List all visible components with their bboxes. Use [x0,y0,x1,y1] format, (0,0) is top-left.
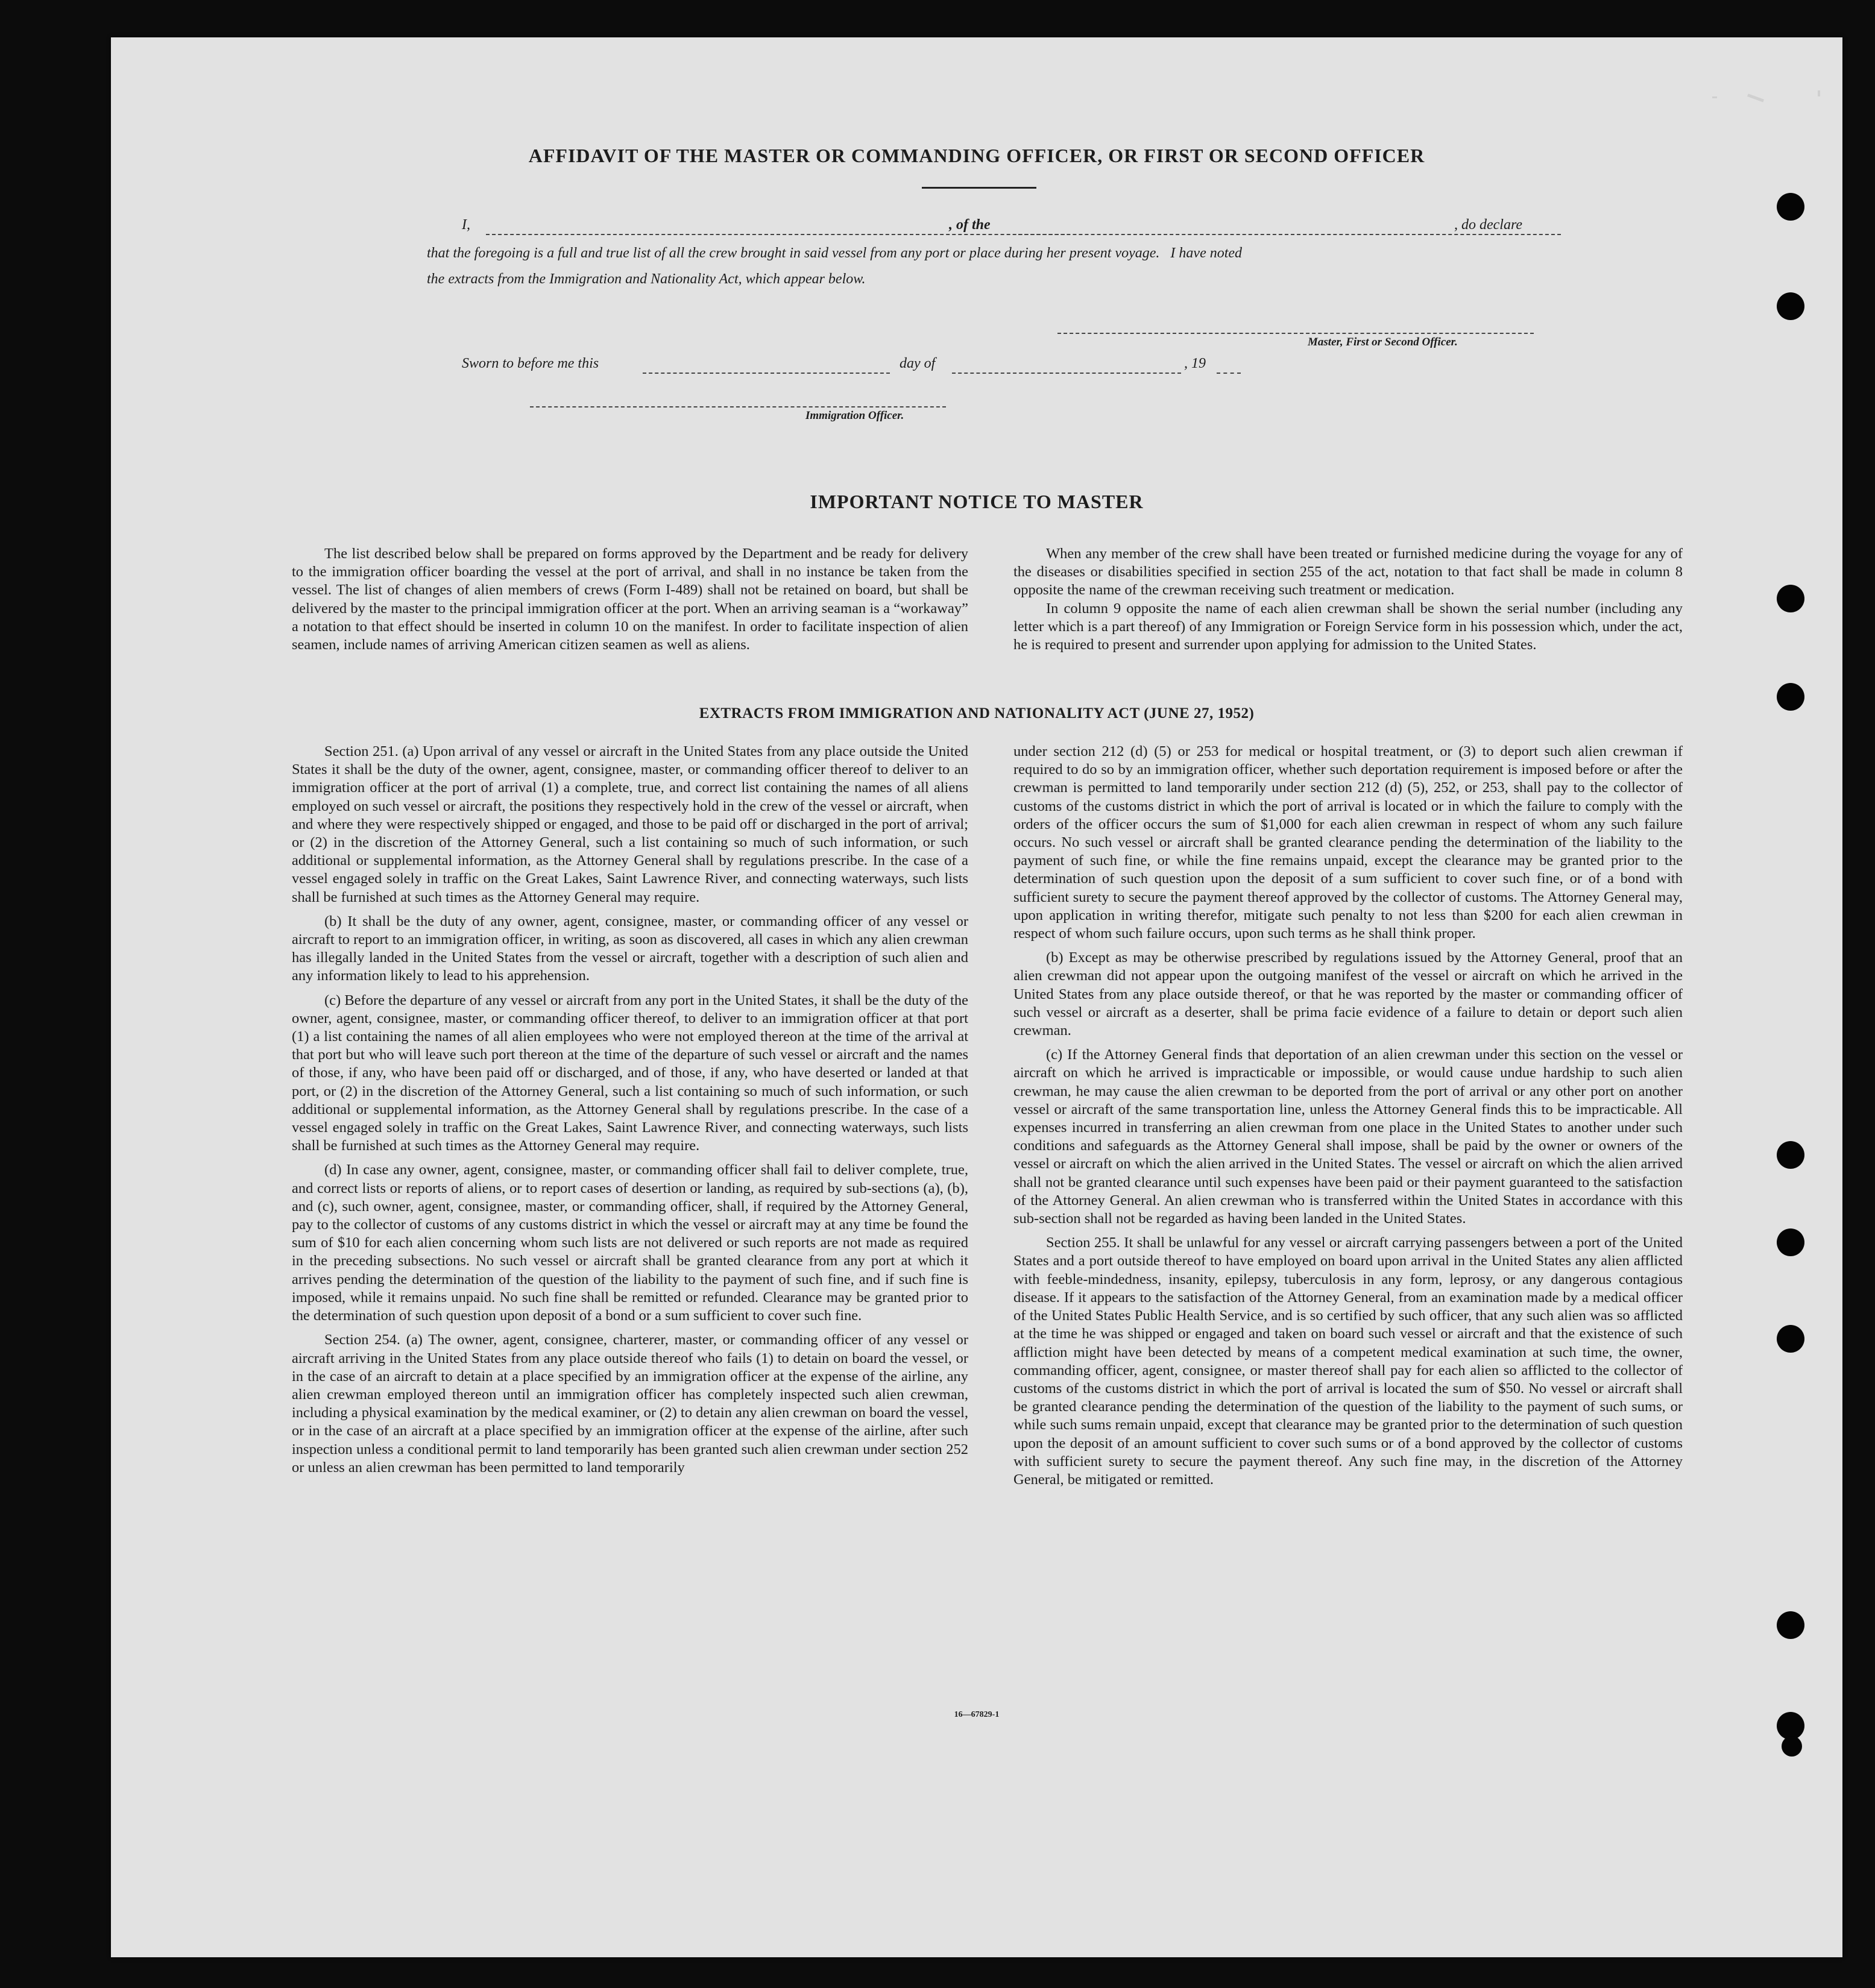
declaration-line-3: the extracts from the Immigration and Nationality Act, which appear below. [427,271,866,287]
vessel-label: , of the [949,217,991,233]
notice-left-paragraph: The list described below shall be prepared on forms approved by the Department and be ready for delivery to the immigration officer boarding the vessel at the port of arrival, and shall in no instance be taken from the vessel. The list of changes of alien members of crews (Form I-489) shall not be retained on board, but shall be delivered by the master to the principal immigration officer at the port. When an arriving seaman is a “workaway” a notation to that effect should be inserted in column 10 on the manifest. In order to facilitate inspection of alien seamen, include names of arriving American citizen seamen as well as aliens. [292,546,968,653]
extract-section-254-b: (b) Except as may be otherwise prescribed by regulations issued by the Attorney General, proof that an alien crewman did not appear upon the outgoing manifest of the vessel or aircraft on which he arrived in the United States from any place outside thereof, or that he was reported by the master or commanding officer of such vessel or aircraft as a deserter, shall be prima facie evidence of a failure to detain or deport such alien crewman. [1013,949,1683,1039]
document-page [111,37,1842,1957]
master-signature-caption: Master, First or Second Officer. [1308,336,1458,348]
extract-section-251-a: Section 251. (a) Upon arrival of any vessel or aircraft in the United States from any place outside the United States it shall be the duty of the owner, agent, consignee, master, or commanding officer thereof to deliver to an immigration officer at the port of arrival (1) a complete, true, and correct list containing the names of all aliens employed on such vessel or aircraft, the positions they respectively hold in the crew of the vessel or aircraft, when and where they were respectively shipped or engaged, and those to be paid off or discharged in the port of arrival; or (2) in the discretion of the Attorney General, such a list containing so much of such information, or such additional or supplemental information, as the Attorney General shall by regulations prescribe. In the case of a vessel engaged solely in traffic on the Great Lakes, Saint Lawrence River, and connecting waterways, such lists shall be furnished at such times as the Attorney General may require. [292,743,968,905]
extract-section-251-b: (b) It shall be the duty of any owner, agent, consignee, master, or commanding officer of any vessel or aircraft to report to an immigration officer, in writing, as soon as discovered, all cases in which any alien crewman has illegally landed in the United States from the vessel or aircraft, together with a description of such alien and any information likely to lead to his apprehension. [292,913,968,984]
binder-hole [1777,1325,1804,1353]
notice-left-column [292,545,968,660]
scan-speck [1712,96,1717,98]
extract-section-254-a-continued: under section 212 (d) (5) or 253 for medical or hospital treatment, or (3) to deport such alien crewman if required to do so by an immigration officer, whether such deportation requirement is imposed before or after the crewman is permitted to land temporarily under section 212 (d) (5), 252, or 253, shall pay to the collector of customs of the customs district in which the port of arrival is located or in which the failure to comply with the orders of the officer occurs the sum of $1,000 for each alien crewman in respect of whom any such failure occurs. No such vessel or aircraft shall be granted clearance pending the determination of the liability to the payment of such fine, or while the fine remains unpaid, except the clearance may be granted prior to the determination of such question upon the deposit of a sum sufficient to cover such fine, or of a bond with sufficient surety to secure the payment thereof approved by the collector of customs. The Attorney General may, upon application in writing therefor, mitigate such penalty to not less than $200 for each alien crewman in respect of whom such failure occurs, upon such terms as he shall think proper. [1013,743,1683,942]
extract-section-251-c: (c) Before the departure of any vessel or aircraft from any port in the United States, it shall be the duty of the owner, agent, consignee, master, or commanding officer thereof, to deliver to an immigration officer at that port (1) a list containing the names of all alien employees who were not employed thereon at the time of the arrival at that port but who will leave such port thereon at the time of the departure of such vessel or aircraft and the names of those, if any, who have been paid off or discharged, and of those, if any, who have deserted or landed at that port, or (2) in the discretion of the Attorney General, such a list containing so much of such information, or such additional or supplemental information, as the Attorney General shall by regulations prescribe. In the case of a vessel engaged solely in traffic on the Great Lakes, Saint Lawrence River, and connecting waterways, such lists shall be furnished at such times as the Attorney General may require. [292,992,968,1154]
title-rule [922,187,1036,189]
binder-hole [1777,1141,1804,1169]
extracts-right-column [1013,743,1683,1495]
scan-speck [1818,90,1820,96]
month-line [952,373,1181,374]
binder-hole [1777,193,1804,221]
sworn-label: Sworn to before me this [462,356,599,371]
year-label: , 19 [1184,356,1206,371]
day-of-label: day of [900,356,936,371]
extract-section-254-c: (c) If the Attorney General finds that deportation of an alien crewman under this section on the vessel or aircraft on which he arrived is impracticable or impossible, or would cause undue hardship to such alien crewman, he may cause the alien crewman to be deported from the port of arrival or any other port on another vessel or aircraft of the same transportation line, unless the Attorney General finds this to be impracticable. All expenses incurred in transferring an alien crewman from one place in the United States to another under such conditions and safeguards as the Attorney General shall impose, shall be paid by the owner or owners of the vessel or aircraft on which the alien arrived in the United States. The vessel or aircraft on which the alien arrived shall not be granted clearance until such expenses have been paid or their payment guaranteed to the satisfaction of the Attorney General. An alien crewman who is transferred within the United States in accordance with this sub-section shall not be regarded as having been landed in the United States. [1013,1046,1683,1227]
extract-section-254-a: Section 254. (a) The owner, agent, consignee, charterer, master, or commanding officer of any vessel or aircraft arriving in the United States from any place outside thereof who fails (1) to detain on board the vessel, or in the case of an aircraft to detain at a place specified by an immigration officer at the expense of the airline, any alien crewman employed thereon until an immigration officer has completely inspected such alien crewman, including a physical examination by the medical examiner, or (2) to detain any alien crewman on board the vessel, or in the case of an aircraft at a place specified by an immigration officer at the expense of the airline, after such inspection unless a conditional permit to land temporarily has been granted such alien crewman under section 252 or unless an alien crewman has been permitted to land temporarily [292,1332,968,1476]
extracts-heading: EXTRACTS FROM IMMIGRATION AND NATIONALITY ACT (JUNE 27, 1952) [699,705,1255,722]
declaration-line-2: that the foregoing is a full and true list of all the crew brought in said vessel from any port or place during her present voyage. I have noted [427,245,1243,261]
year-line [1217,373,1241,374]
notice-right-paragraph-2: In column 9 opposite the name of each alien crewman shall be shown the serial number (including any letter which is a part thereof) of any Immigration or Foreign Service form in his possession which, under the act, he is required to present and surrender upon applying for admission to the United States. [1013,600,1683,653]
officer-signature-caption: Immigration Officer. [805,409,904,422]
extract-section-251-d: (d) In case any owner, agent, consignee, master, or commanding officer shall fail to deliver complete, true, and correct lists or reports of aliens, or to report cases of desertion or landing, as required by sub-sections (a), (b), and (c), such owner, agent, consignee, master, or commanding officer, shall, if required by the Attorney General, pay to the collector of customs of any customs district in which the vessel or aircraft may at any time be found the sum of $10 for each alien concerning whom such lists are not delivered or such reports are not made as required in the preceding subsections. No such vessel or aircraft shall be granted clearance from any port at which it arrives pending the determination of the question of the liability to the payment of such fine, and if such fine is imposed, while it remains unpaid. No such fine shall be remitted or refunded. Clearance may be granted prior to the determination of such question upon deposit of a bond or a sum sufficient to cover such fine. [292,1162,968,1324]
officer-signature-line [530,406,946,407]
binder-hole [1777,1228,1804,1256]
vessel-name-line [1018,234,1561,235]
declarant-label: I, [462,217,470,233]
notice-heading: IMPORTANT NOTICE TO MASTER [810,491,1144,512]
sworn-date-line [643,373,890,374]
binder-hole [1782,1736,1802,1757]
binder-hole [1777,683,1804,711]
form-code: 16—67829-1 [954,1710,1000,1719]
declare-label: , do declare [1454,217,1523,233]
notice-right-column [1013,545,1683,660]
binder-hole [1777,292,1804,320]
affidavit-title: AFFIDAVIT OF THE MASTER OR COMMANDING OFFICER, OR FIRST OR SECOND OFFICER [528,145,1425,166]
extracts-left-column [292,743,968,1483]
notice-right-paragraph-1: When any member of the crew shall have been treated or furnished medicine during the voyage for any of the diseases or disabilities specified in section 255 of the act, notation to that fact shall be made in column 8 opposite the name of the crewman receiving such treatment or medication. [1013,546,1683,599]
master-signature-line [1057,333,1534,334]
extract-section-255: Section 255. It shall be unlawful for any vessel or aircraft carrying passengers between a port of the United States and a port outside thereof to have employed on board upon arrival in the United States any alien afflicted with feeble-mindedness, insanity, epilepsy, tuberculosis in any form, leprosy, or any dangerous contagious disease. If it appears to the satisfaction of the Attorney General, from an examination made by a medical officer of the United States Public Health Service, and is so certified by such officer, that any such alien was so afflicted at the time he was shipped or engaged and taken on board such vessel or aircraft and that the existence of such affliction might have been detected by means of a competent medical examination at such time, the owner, commanding officer, agent, consignee, or master thereof shall pay for each alien so afflicted to the collector of customs of the customs district in which the port of arrival is located the sum of $50. No vessel or aircraft shall be granted clearance pending the determination of the question of the liability to the payment of such sums, or while such sums remain unpaid, except that clearance may be granted prior to the determination of such question upon the deposit of an amount sufficient to cover such sums or of a bond approved by the collector of customs with sufficient surety to secure the payment thereof. Any such fine may, in the discretion of the Attorney General, be mitigated or remitted. [1013,1235,1683,1488]
binder-hole [1777,585,1804,612]
declarant-name-line [486,234,1065,235]
binder-hole [1777,1611,1804,1639]
